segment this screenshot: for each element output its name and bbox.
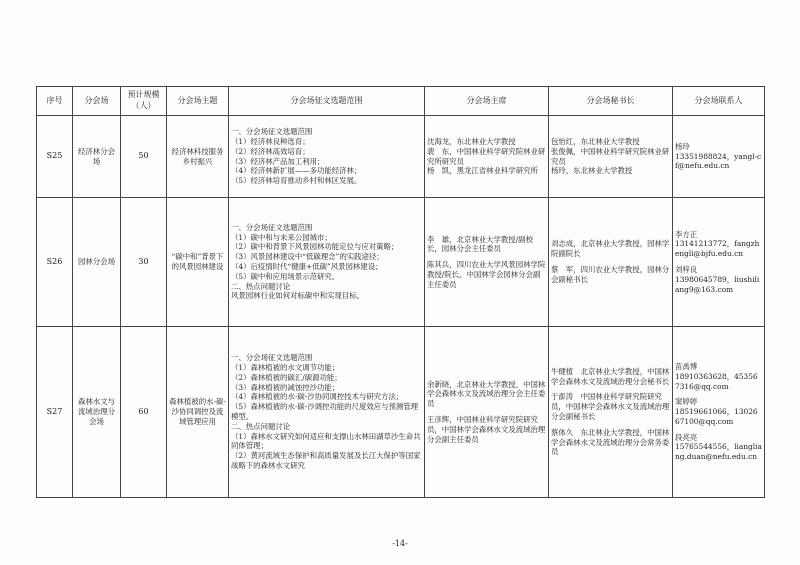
- row-id: S25: [37, 116, 73, 198]
- contact-info: 15765544556，liangliang.duan@nefu.edu.cn: [675, 442, 762, 462]
- theme-cell: “碳中和”背景下的风景园林建设: [167, 198, 229, 327]
- chair-entry: 王彦辉，中国林业科学研究院研究员，中国林学会森林水文及流域治理分会副主任委员: [427, 415, 546, 444]
- contact-info: 13980645789，liushiliang9@163.com: [675, 274, 760, 294]
- chair-cell: [425, 116, 549, 198]
- scope-line: 二、热点问题讨论: [231, 281, 291, 291]
- theme-cell: 森林植被的水-碳-沙协同调控及流域管理应用: [167, 327, 229, 498]
- scope-line: （5）森林植被的水-碳-沙调控功能的尺度效应与预测管理模型。: [231, 402, 419, 421]
- chair-entry: 裴 东，中国林业科学研究院林业研究所研究员: [427, 146, 546, 166]
- contact-info: 18519661066，1302667100@qq.com: [675, 407, 758, 426]
- venue-cell: 园林分会场: [73, 198, 121, 327]
- secretary-cell: [549, 327, 673, 498]
- scope-line: （2）森林植被的碳汇/碳源功能；: [231, 372, 342, 382]
- secretary-entry: 蔡体久 东北林业大学教授，中国林学会森林水文及流域治理分会常务委员: [551, 427, 670, 457]
- scale-cell: 50: [121, 116, 167, 198]
- secretary-cell: [549, 116, 673, 198]
- scope-line: （3）森林植被的减蚀控沙功能；: [231, 382, 340, 392]
- header-cell: 分会场主席: [425, 87, 549, 116]
- scope-line: （2）经济林高效培育；: [231, 146, 310, 156]
- scope-line: 一、分会场征文选题范围: [231, 127, 313, 137]
- secretary-cell: [549, 198, 673, 327]
- header-cell: 预计规模（人）: [121, 87, 167, 116]
- scope-line: （1）经济林良种选育；: [231, 136, 310, 146]
- secretary-entry: 牛健植 北京林业大学教授，中国林学会森林水文及流域治理分会秘书长: [551, 366, 670, 386]
- scope-line: （1）森林植被的水文调节功能；: [231, 363, 340, 373]
- scope-line: 风景园林行业如何对标碳中和实现目标。: [231, 291, 365, 301]
- chair-cell: [425, 327, 549, 498]
- session-table: [36, 86, 765, 498]
- contact-name: 刘梓良: [675, 265, 698, 274]
- scope-line: （3）风景园林建设中“低碳理念”的实践途径；: [231, 252, 384, 262]
- venue-cell: 经济林分会场: [73, 116, 121, 198]
- scale-cell: 30: [121, 198, 167, 327]
- scope-line: 二、热点问题讨论: [231, 421, 291, 431]
- scope-cell: [229, 198, 425, 327]
- header-cell: 分会场征文选题范围: [229, 87, 425, 116]
- table-header-row: [37, 87, 765, 116]
- scope-line: （5）碳中和应用场景示范研究。: [231, 271, 340, 281]
- header-cell: 分会场主题: [167, 87, 229, 116]
- page-number: -14-: [392, 539, 408, 548]
- contact-cell: [673, 198, 765, 327]
- row-id: S27: [37, 327, 73, 498]
- header-cell: 序号: [37, 87, 73, 116]
- chair-entry: 李 雄，北京林业大学教授/副校长，园林分会主任委员: [427, 234, 533, 254]
- row-id: S26: [37, 198, 73, 327]
- scope-line: 一、分会场征文选题范围: [231, 353, 313, 363]
- contact-name: 段亮亮: [675, 432, 698, 442]
- scale-cell: 60: [121, 327, 167, 498]
- scope-line: （3）经济林产品加工利用；: [231, 156, 325, 166]
- scope-cell: [229, 116, 425, 198]
- scope-line: （2）黄河流域生态保护和高质量发展及长江大保护等国家战略下的森林水文研究: [231, 451, 421, 470]
- contact-name: 李方正: [675, 229, 698, 239]
- chair-entry: 余新晓，北京林业大学教授，中国林学会森林水文及流域治理分会主任委员: [427, 379, 546, 409]
- contact-name: 窦婷婷: [675, 397, 698, 407]
- contact-name: 苗禹博: [675, 362, 698, 372]
- secretary-entry: 张俊佩，中国林业科学研究院林业研究员: [551, 146, 670, 166]
- table-row: [37, 198, 765, 327]
- scope-line: （1）碳中和与未来公园城市；: [231, 232, 332, 242]
- chair-entry: 陈其兵，四川农业大学风景园林学院教授/院长，中国林学会园林分会副主任委员: [427, 260, 546, 289]
- scope-line: （4）森林植被的水-碳-沙协同调控技术与研究方法；: [231, 392, 404, 402]
- scope-line: （2）碳中和背景下风景园林功能定位与应对策略；: [231, 242, 399, 252]
- chair-entry: 杨 凯，黑龙江省林业科学研究所: [427, 166, 538, 176]
- scope-line: 一、分会场征文选题范围: [231, 222, 313, 232]
- secretary-entry: 于澎涛 中国林业科学研究院研究员，中国林学会森林水文及流域治理分会副秘书长: [551, 392, 670, 421]
- theme-cell: 经济林科技服务乡村振兴: [167, 116, 229, 198]
- contact-info: 13141213772，fangzhengli@bjfu.edu.cn: [675, 239, 760, 259]
- contact-info: 13351988824，yangl-cf@nefu.edu.cn: [675, 151, 762, 171]
- contact-cell: [673, 116, 765, 198]
- scope-line: （4）后疫情时代“健康+低碳”风景园林建设；: [231, 262, 383, 271]
- header-cell: 分会场秘书长: [549, 87, 673, 116]
- contact-cell: [673, 327, 765, 498]
- chair-cell: [425, 198, 549, 327]
- contact-info: 18910363628，453567316@qq.com: [675, 371, 758, 391]
- secretary-entry: 包怡红，东北林业大学教授: [551, 136, 640, 146]
- scope-line: （1）森林水文研究如何适应和支撑山水林田湖草沙生命共同体管理；: [231, 431, 421, 451]
- table-row: [37, 116, 765, 198]
- secretary-entry: 杨玲，东北林业大学教授: [551, 166, 633, 176]
- table-row: [37, 327, 765, 498]
- header-cell: 分会场联系人: [673, 87, 765, 116]
- scope-line: （5）经济林培育推动乡村和林区发展。: [231, 176, 362, 186]
- scope-cell: [229, 327, 425, 498]
- header-cell: 分会场: [73, 87, 121, 116]
- chair-entry: 沈海龙，东北林业大学教授: [427, 136, 516, 146]
- venue-cell: 森林水文与流域治理分会场: [73, 327, 121, 498]
- scope-line: （4）经济林新扩展——多功能经济林；: [231, 166, 362, 176]
- secretary-entry: 蔡 军，四川农业大学教授，园林分会副秘书长: [551, 265, 670, 284]
- contact-name: 杨玲: [675, 141, 690, 151]
- secretary-entry: 刘志成，北京林业大学教授，园林学院副院长: [551, 239, 670, 259]
